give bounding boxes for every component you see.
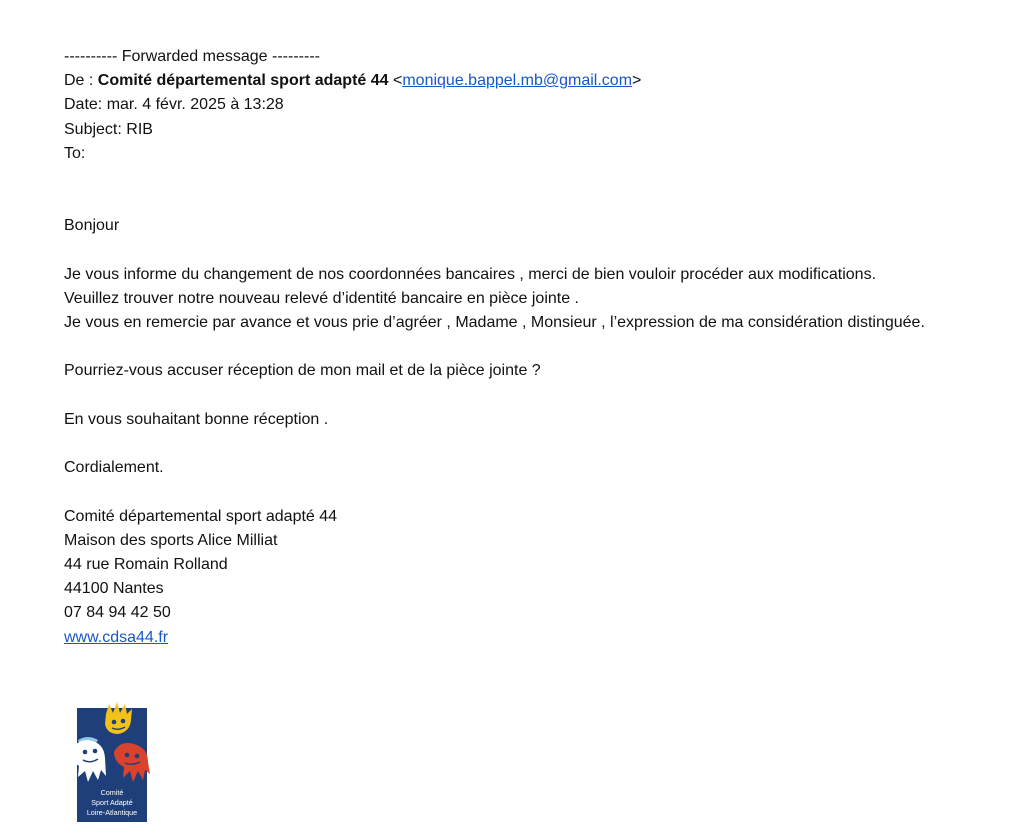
wish-line: En vous souhaitant bonne réception . — [64, 410, 329, 428]
from-label: De : — [64, 72, 98, 90]
email-message — [64, 45, 1004, 650]
signature-city: 44100 Nantes — [64, 580, 164, 598]
signature-website-row — [64, 626, 1004, 650]
body-line: Je vous informe du changement de nos coordonnées bancaires , merci de bien vouloir procéder aux modifications. — [64, 265, 877, 283]
logo-text-line2: Sport Adapté — [91, 798, 133, 807]
signature-building: Maison des sports Alice Milliat — [64, 531, 278, 549]
body-line: Veuillez trouver notre nouveau relevé d’identité bancaire en pièce jointe . — [64, 289, 579, 307]
sender-name: Comité départemental sport adapté 44 — [97, 72, 389, 90]
website-link[interactable]: www.cdsa44.fr — [64, 628, 169, 646]
cdsa-logo — [68, 700, 154, 824]
closing-line: Cordialement. — [64, 459, 164, 477]
greeting: Bonjour — [64, 217, 120, 235]
sender-email-link[interactable]: monique.bappel.mb@gmail.com — [402, 72, 633, 90]
logo-text-line3: Loire-Atlantique — [86, 808, 138, 817]
signature-street: 44 rue Romain Rolland — [64, 555, 228, 573]
email-close-bracket: > — [632, 72, 642, 90]
from-line — [64, 69, 1004, 93]
body-line: Je vous en remercie par avance et vous prie d’agréer , Madame , Monsieur , l’expression de ma considération distinguée. — [64, 314, 925, 332]
date-line: Date: mar. 4 févr. 2025 à 13:28 — [64, 96, 284, 114]
question-line: Pourriez-vous accuser réception de mon mail et de la pièce jointe ? — [64, 362, 541, 380]
forward-separator: ---------- Forwarded message --------- — [64, 48, 320, 65]
email-open-bracket: < — [388, 72, 403, 90]
signature-phone: 07 84 94 42 50 — [64, 604, 171, 622]
subject-line: Subject: RIB — [64, 120, 153, 138]
to-line: To: — [64, 144, 86, 162]
logo-text-line1: Comité — [100, 788, 124, 797]
signature-org: Comité départemental sport adapté 44 — [64, 507, 338, 525]
